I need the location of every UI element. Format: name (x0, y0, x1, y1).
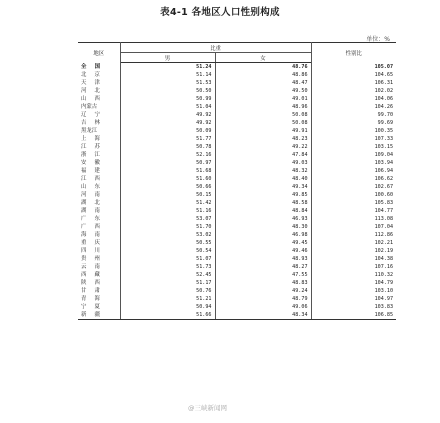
sex-ratio-cell: 104.06 (311, 95, 396, 103)
table-row (78, 287, 396, 295)
region-cell: 黑龙江 (78, 127, 120, 135)
header-region: 地区 (78, 43, 120, 63)
female-cell: 48.32 (215, 167, 311, 175)
watermark-text: @三峡新闻网 (188, 404, 227, 412)
male-cell: 50.97 (120, 159, 215, 167)
table-row (78, 271, 396, 279)
sex-ratio-cell: 107.04 (311, 223, 396, 231)
region-cell: 江 苏 (78, 143, 120, 151)
sex-composition-table (78, 42, 396, 320)
region-cell: 河 南 (78, 191, 120, 199)
header-female: 女 (215, 53, 311, 63)
region-cell: 全 国 (78, 63, 120, 72)
region-cell: 重 庆 (78, 239, 120, 247)
female-cell: 49.46 (215, 247, 311, 255)
table-row (78, 279, 396, 287)
table-row (78, 199, 396, 207)
male-cell: 53.02 (120, 231, 215, 239)
female-cell: 47.55 (215, 271, 311, 279)
sex-ratio-cell: 104.79 (311, 279, 396, 287)
male-cell: 51.77 (120, 135, 215, 143)
female-cell: 48.58 (215, 199, 311, 207)
table-row (78, 231, 396, 239)
region-cell: 天 津 (78, 79, 120, 87)
table-row (78, 311, 396, 320)
table-row (78, 135, 396, 143)
sex-ratio-cell: 104.77 (311, 207, 396, 215)
male-cell: 50.55 (120, 239, 215, 247)
sex-ratio-cell: 100.60 (311, 191, 396, 199)
header-sex-ratio: 性别比 (311, 43, 396, 63)
table-row (78, 295, 396, 303)
table-row (78, 71, 396, 79)
sex-ratio-cell: 102.21 (311, 239, 396, 247)
table-body (78, 63, 396, 320)
male-cell: 51.17 (120, 279, 215, 287)
region-cell: 西 藏 (78, 271, 120, 279)
sex-ratio-cell: 106.85 (311, 311, 396, 320)
sex-ratio-cell: 112.86 (311, 231, 396, 239)
region-cell: 广 西 (78, 223, 120, 231)
table-row (78, 127, 396, 135)
table-row (78, 239, 396, 247)
female-cell: 50.08 (215, 111, 311, 119)
female-cell: 48.30 (215, 223, 311, 231)
region-cell: 四 川 (78, 247, 120, 255)
female-cell: 48.79 (215, 295, 311, 303)
male-cell: 49.92 (120, 111, 215, 119)
female-cell: 48.47 (215, 79, 311, 87)
male-cell: 51.04 (120, 103, 215, 111)
region-cell: 辽 宁 (78, 111, 120, 119)
region-cell: 海 南 (78, 231, 120, 239)
female-cell: 48.27 (215, 263, 311, 271)
female-cell: 49.50 (215, 87, 311, 95)
table-row (78, 119, 396, 127)
region-cell: 湖 南 (78, 207, 120, 215)
sex-ratio-cell: 103.10 (311, 287, 396, 295)
region-cell: 陕 西 (78, 279, 120, 287)
region-cell: 新 疆 (78, 311, 120, 320)
region-cell: 云 南 (78, 263, 120, 271)
region-cell: 甘 肃 (78, 287, 120, 295)
sex-ratio-cell: 106.94 (311, 167, 396, 175)
sex-ratio-cell: 106.31 (311, 79, 396, 87)
sex-ratio-cell: 107.33 (311, 135, 396, 143)
male-cell: 52.45 (120, 271, 215, 279)
table-row (78, 215, 396, 223)
table-row (78, 303, 396, 311)
region-cell: 湖 北 (78, 199, 120, 207)
sex-ratio-cell: 99.69 (311, 119, 396, 127)
header-ratio-group: 比重 (120, 43, 311, 53)
male-cell: 51.66 (120, 311, 215, 320)
male-cell: 51.42 (120, 199, 215, 207)
male-cell: 49.92 (120, 119, 215, 127)
male-cell: 51.16 (120, 207, 215, 215)
male-cell: 51.24 (120, 63, 215, 72)
female-cell: 48.76 (215, 63, 311, 72)
region-cell: 广 东 (78, 215, 120, 223)
male-cell: 51.07 (120, 255, 215, 263)
region-cell: 青 海 (78, 295, 120, 303)
table-row (78, 207, 396, 215)
table-row (78, 151, 396, 159)
male-cell: 50.94 (120, 303, 215, 311)
sex-ratio-cell: 105.83 (311, 199, 396, 207)
female-cell: 49.03 (215, 159, 311, 167)
sex-ratio-cell: 103.83 (311, 303, 396, 311)
male-cell: 51.14 (120, 71, 215, 79)
female-cell: 49.34 (215, 183, 311, 191)
male-cell: 51.21 (120, 295, 215, 303)
sex-ratio-cell: 107.16 (311, 263, 396, 271)
male-cell: 50.78 (120, 143, 215, 151)
male-cell: 50.76 (120, 287, 215, 295)
header-male: 男 (120, 53, 215, 63)
table-row (78, 143, 396, 151)
male-cell: 51.68 (120, 167, 215, 175)
male-cell: 50.15 (120, 191, 215, 199)
female-cell: 49.85 (215, 191, 311, 199)
female-cell: 48.84 (215, 207, 311, 215)
male-cell: 50.99 (120, 95, 215, 103)
female-cell: 49.24 (215, 287, 311, 295)
female-cell: 49.22 (215, 143, 311, 151)
region-cell: 江 西 (78, 175, 120, 183)
table-row (78, 223, 396, 231)
table-row (78, 263, 396, 271)
sex-ratio-cell: 105.07 (311, 63, 396, 72)
page-title: 表4-1 各地区人口性别构成 (160, 7, 280, 18)
female-cell: 50.08 (215, 119, 311, 127)
table-row (78, 87, 396, 95)
region-cell: 浙 江 (78, 151, 120, 159)
unit-label: 单位：% (366, 36, 390, 43)
region-cell: 内蒙古 (78, 103, 120, 111)
female-cell: 48.40 (215, 175, 311, 183)
region-cell: 河 北 (78, 87, 120, 95)
male-cell: 51.53 (120, 79, 215, 87)
female-cell: 49.45 (215, 239, 311, 247)
sex-ratio-cell: 102.67 (311, 183, 396, 191)
sex-ratio-cell: 109.04 (311, 151, 396, 159)
table-row (78, 95, 396, 103)
region-cell: 山 西 (78, 95, 120, 103)
male-cell: 51.73 (120, 263, 215, 271)
female-cell: 49.06 (215, 303, 311, 311)
region-cell: 福 建 (78, 167, 120, 175)
female-cell: 47.84 (215, 151, 311, 159)
male-cell: 50.50 (120, 87, 215, 95)
female-cell: 46.98 (215, 231, 311, 239)
table-row (78, 191, 396, 199)
table-row-total (78, 63, 396, 72)
region-cell: 吉 林 (78, 119, 120, 127)
region-cell: 安 徽 (78, 159, 120, 167)
sex-ratio-cell: 102.02 (311, 87, 396, 95)
table-row (78, 255, 396, 263)
female-cell: 48.93 (215, 255, 311, 263)
male-cell: 50.66 (120, 183, 215, 191)
table-row (78, 167, 396, 175)
sex-ratio-cell: 110.32 (311, 271, 396, 279)
region-cell: 贵 州 (78, 255, 120, 263)
table-row (78, 175, 396, 183)
female-cell: 49.91 (215, 127, 311, 135)
female-cell: 49.01 (215, 95, 311, 103)
male-cell: 50.09 (120, 127, 215, 135)
region-cell: 山 东 (78, 183, 120, 191)
sex-ratio-cell: 103.94 (311, 159, 396, 167)
female-cell: 48.34 (215, 311, 311, 320)
female-cell: 48.96 (215, 103, 311, 111)
sex-ratio-cell: 104.26 (311, 103, 396, 111)
sex-ratio-cell: 99.70 (311, 111, 396, 119)
sex-ratio-cell: 106.62 (311, 175, 396, 183)
male-cell: 53.07 (120, 215, 215, 223)
sex-ratio-cell: 102.19 (311, 247, 396, 255)
sex-ratio-cell: 104.38 (311, 255, 396, 263)
region-cell: 宁 夏 (78, 303, 120, 311)
female-cell: 48.86 (215, 71, 311, 79)
table-row (78, 183, 396, 191)
male-cell: 52.16 (120, 151, 215, 159)
male-cell: 51.70 (120, 223, 215, 231)
region-cell: 北 京 (78, 71, 120, 79)
sex-ratio-cell: 103.15 (311, 143, 396, 151)
male-cell: 50.54 (120, 247, 215, 255)
male-cell: 51.60 (120, 175, 215, 183)
table-row (78, 247, 396, 255)
sex-ratio-cell: 104.97 (311, 295, 396, 303)
sex-ratio-cell: 100.35 (311, 127, 396, 135)
table-row (78, 159, 396, 167)
table-row (78, 111, 396, 119)
table-row (78, 79, 396, 87)
female-cell: 46.93 (215, 215, 311, 223)
table-row (78, 103, 396, 111)
female-cell: 48.83 (215, 279, 311, 287)
sex-ratio-cell: 113.08 (311, 215, 396, 223)
region-cell: 上 海 (78, 135, 120, 143)
sex-ratio-cell: 104.65 (311, 71, 396, 79)
female-cell: 48.23 (215, 135, 311, 143)
